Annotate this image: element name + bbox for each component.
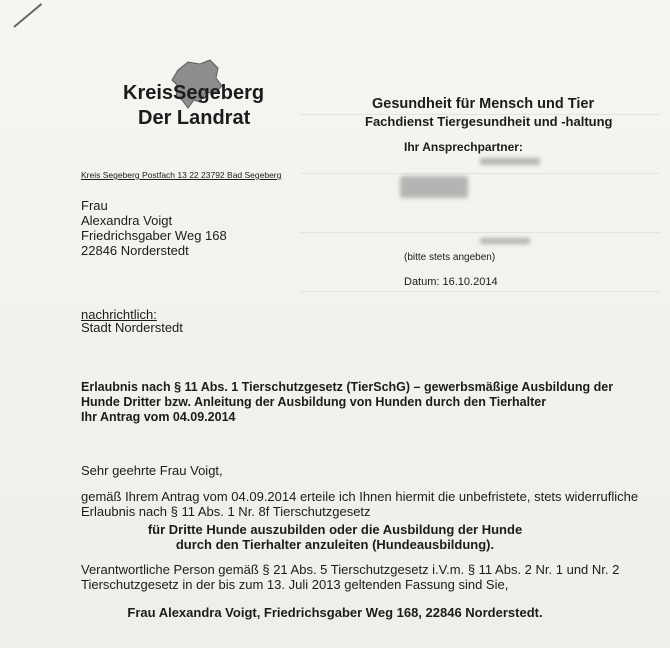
cc-label: nachrichtlich: [81, 307, 157, 322]
department-subtitle: Fachdienst Tiergesundheit und -haltung [365, 114, 613, 129]
recipient-street: Friedrichsgaber Weg 168 [81, 228, 227, 243]
purpose-line-2: durch den Tierhalter anzuleiten (Hundeausbildung). [175, 537, 495, 552]
purpose-line-1: für Dritte Hunde auszubilden oder die Ausbildung der Hunde [147, 522, 523, 537]
subject-line-1: Erlaubnis nach § 11 Abs. 1 Tierschutzgesetz (TierSchG) – gewerbsmäßige Ausbildung der [81, 380, 614, 394]
recipient-salutation: Frau [81, 198, 108, 213]
redacted-contact-details [400, 176, 468, 198]
logo-landrat-text: Der Landrat [138, 107, 251, 129]
department-title: Gesundheit für Mensch und Tier [372, 96, 595, 112]
contact-hint: (bitte stets angeben) [404, 252, 496, 263]
paragraph-2-line-1: Verantwortliche Person gemäß § 21 Abs. 5 Tierschutzgesetz i.V.m. § 11 Abs. 2 Nr. 1 und Nr. 2 [81, 562, 620, 577]
paragraph-1-line-1: gemäß Ihrem Antrag vom 04.09.2014 erteile ich Ihnen hiermit die unbefristete, stets widerrufliche [81, 489, 639, 504]
subject-line-2: Hunde Dritter bzw. Anleitung der Ausbildung von Hunden durch den Tierhalter [81, 395, 547, 409]
staple-mark [13, 3, 42, 28]
greeting: Sehr geehrte Frau Voigt, [81, 463, 223, 478]
responsible-person: Frau Alexandra Voigt, Friedrichsgaber Weg 168, 22846 Norderstedt. [127, 605, 543, 620]
recipient-city: 22846 Norderstedt [81, 243, 189, 258]
letter-date: Datum: 16.10.2014 [404, 276, 498, 288]
logo-segeberg-text: Segeberg [173, 82, 265, 104]
redacted-contact-name [480, 158, 540, 165]
letterhead-logo [118, 52, 318, 142]
redacted-contact-phone [480, 238, 530, 244]
contact-label: Ihr Ansprechpartner: [404, 140, 523, 154]
paragraph-2-line-2: Tierschutzgesetz in der bis zum 13. Juli 2013 geltenden Fassung sind Sie, [81, 577, 509, 592]
cc-recipient: Stadt Norderstedt [81, 320, 183, 335]
subject-line-3: Ihr Antrag vom 04.09.2014 [81, 410, 236, 424]
sender-return-line: Kreis Segeberg Postfach 13 22 23792 Bad Segeberg [81, 170, 282, 180]
paragraph-1-line-2: Erlaubnis nach § 11 Abs. 1 Nr. 8f Tierschutzgesetz [81, 504, 371, 519]
logo-kreis-text: Kreis [123, 82, 174, 104]
recipient-name: Alexandra Voigt [81, 213, 173, 228]
